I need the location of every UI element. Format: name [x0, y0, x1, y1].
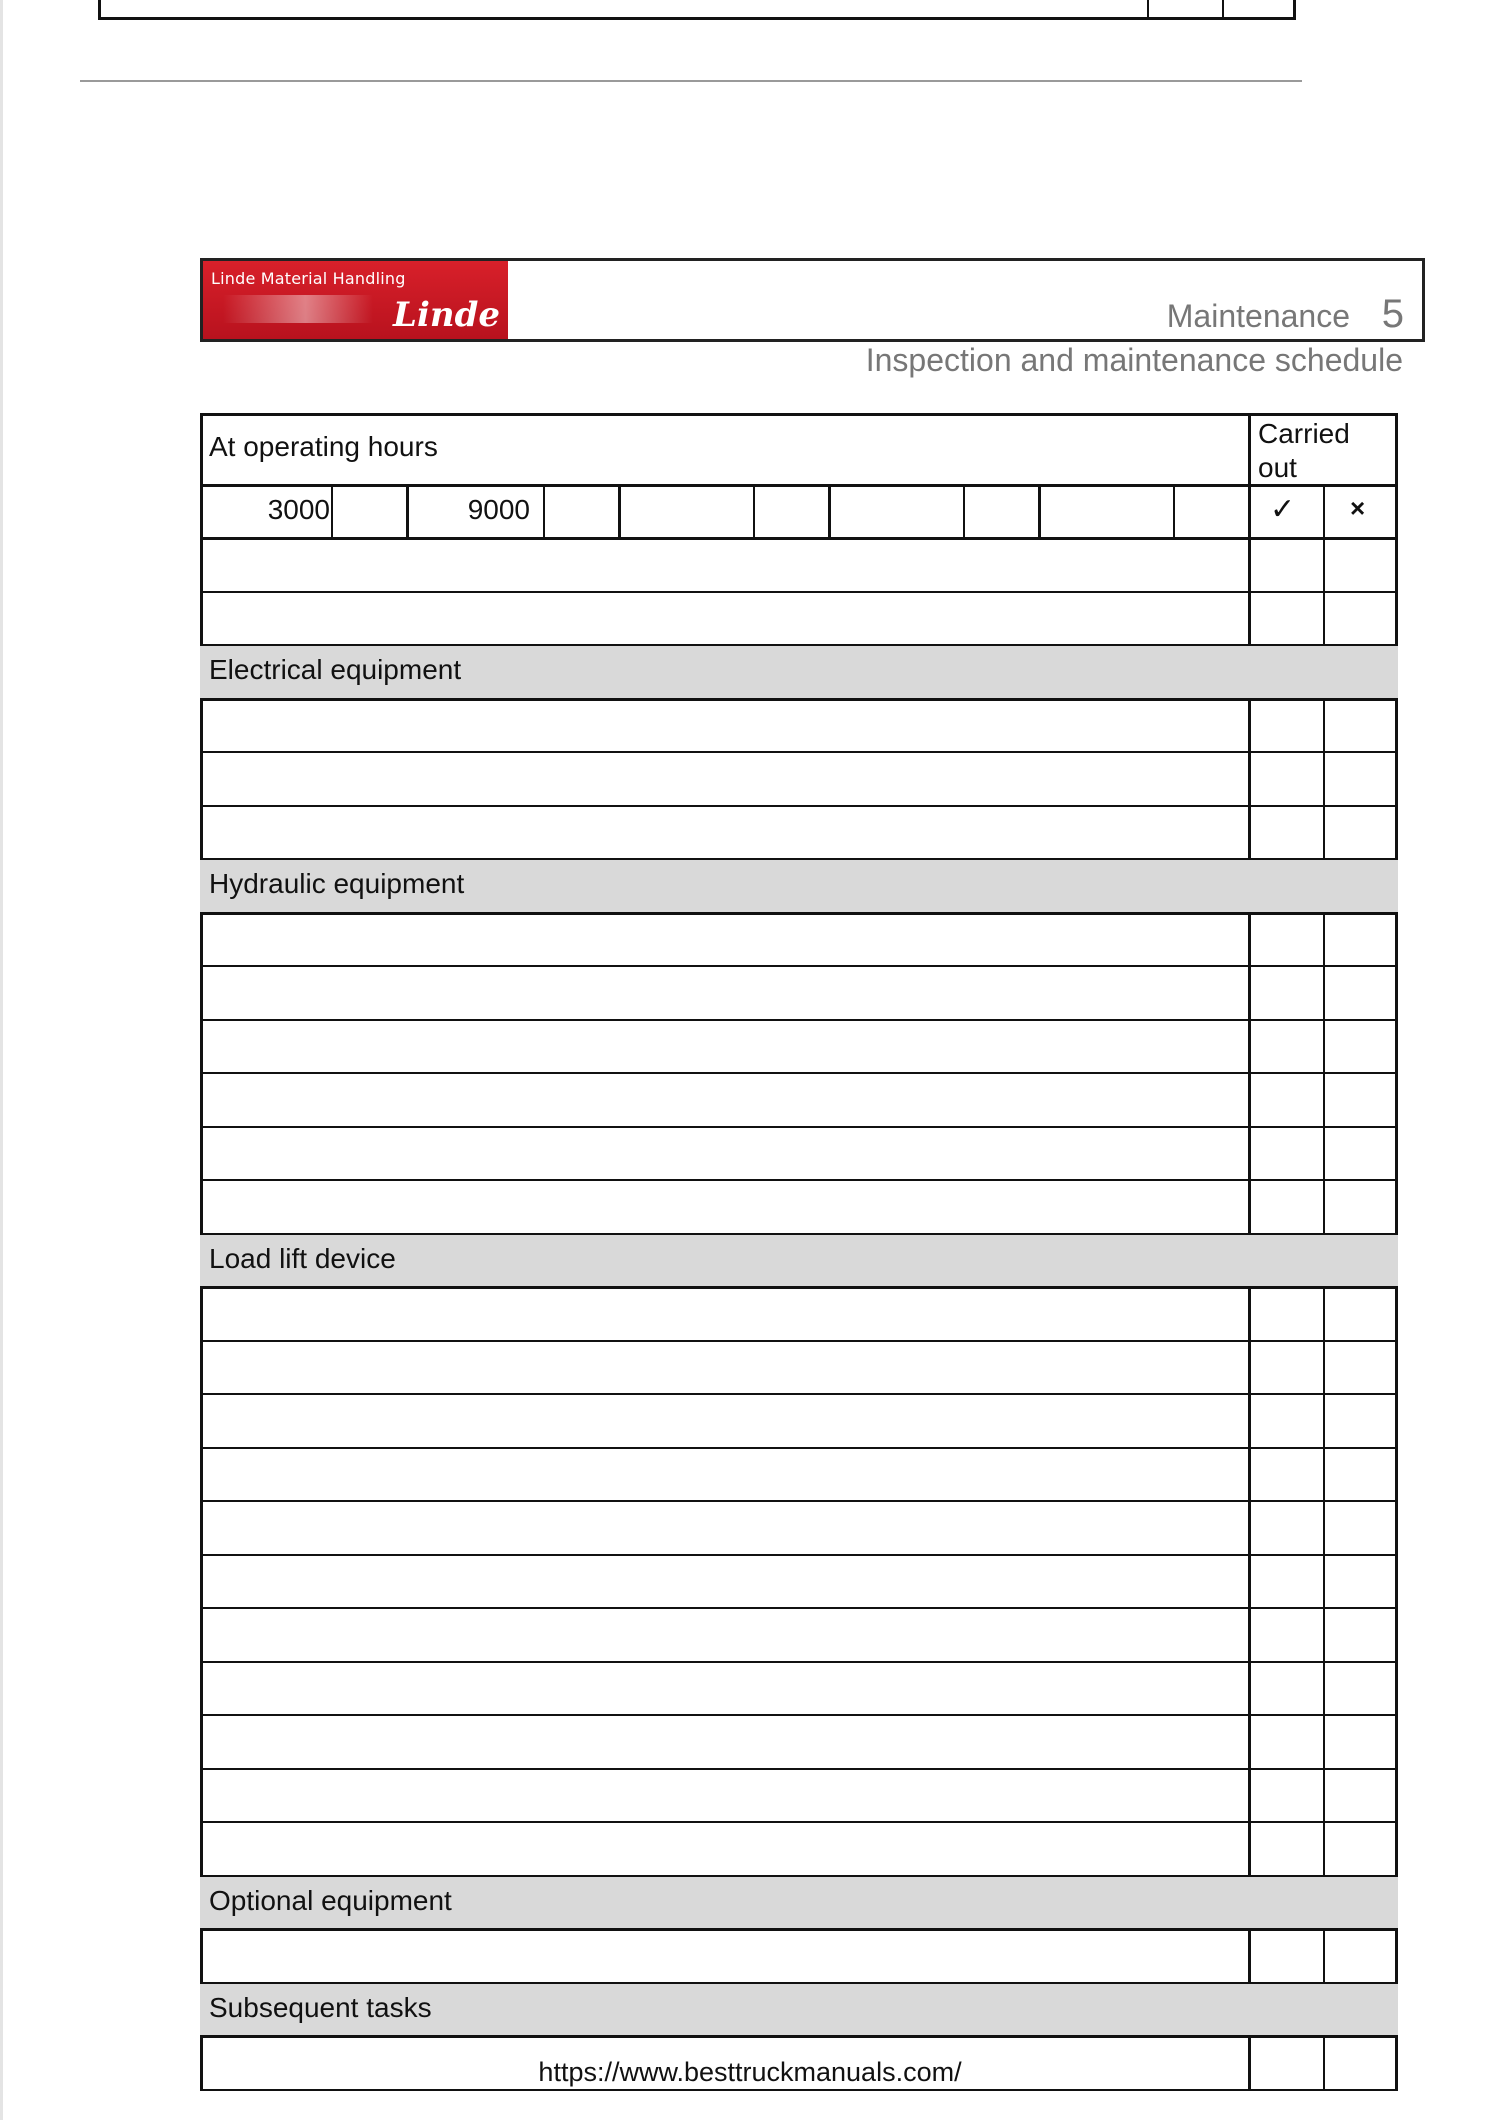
table-row-divider	[200, 858, 1398, 860]
table-row-divider	[200, 1072, 1398, 1074]
section-heading: Optional equipment	[209, 1884, 452, 1916]
page-divider	[80, 80, 1302, 82]
table-row-divider	[200, 537, 1398, 540]
table-row-divider	[200, 1821, 1398, 1823]
brand-logo-wordmark: Linde	[393, 295, 500, 335]
previous-page-table-remnant	[98, 0, 1296, 20]
hours-cell-divider	[828, 484, 831, 537]
source-url[interactable]: https://www.besttruckmanuals.com/	[538, 2057, 962, 2087]
table-row-divider	[200, 2089, 1398, 2091]
table-row-divider	[200, 1019, 1398, 1021]
table-row-divider	[200, 1875, 1398, 1877]
hours-cell-divider	[1038, 484, 1041, 537]
table-column-divider	[1222, 0, 1224, 17]
table-row-divider	[200, 1500, 1398, 1502]
table-row-divider	[200, 1126, 1398, 1128]
section-heading: Hydraulic equipment	[209, 868, 465, 899]
hours-cell-divider	[753, 484, 755, 537]
hours-cell-divider	[1173, 484, 1175, 537]
table-row-divider	[200, 1607, 1398, 1609]
table-row-divider	[200, 698, 1398, 701]
section-band	[200, 1233, 1398, 1287]
hours-value-3000: 3000	[267, 494, 330, 525]
section-band	[200, 644, 1398, 698]
table-row-divider	[200, 1928, 1398, 1931]
cross-icon: ×	[1350, 493, 1366, 523]
table-row-divider	[200, 1286, 1398, 1289]
section-heading: Electrical equipment	[209, 654, 462, 685]
hours-cell-divider	[331, 484, 333, 537]
maintenance-schedule-table	[200, 413, 1398, 2090]
table-border-top	[200, 413, 1398, 416]
page-header	[200, 258, 1425, 342]
table-row-divider	[200, 1340, 1398, 1342]
table-row-divider	[200, 1393, 1398, 1395]
section-band	[200, 858, 1398, 912]
section-heading: Subsequent tasks	[209, 1991, 432, 2023]
table-row-divider	[200, 2035, 1398, 2038]
linde-logo	[203, 261, 508, 339]
section-title: Maintenance	[1166, 298, 1350, 334]
hours-value-9000: 9000	[467, 494, 530, 525]
section-band	[200, 1982, 1398, 2036]
hours-cell-divider	[963, 484, 965, 537]
table-row-divider	[200, 1233, 1398, 1235]
page-edge	[0, 0, 3, 2120]
table-row-divider	[200, 1768, 1398, 1770]
section-band	[200, 1875, 1398, 1929]
table-row-divider	[200, 1714, 1398, 1716]
table-row-divider	[200, 912, 1398, 915]
table-column-divider	[1147, 0, 1149, 17]
table-row-divider	[200, 751, 1398, 753]
carried-out-label: Carried out	[1258, 418, 1350, 483]
table-row-divider	[200, 1661, 1398, 1663]
hours-cell-divider	[618, 484, 621, 537]
operating-hours-label: At operating hours	[209, 431, 438, 462]
table-row-divider	[200, 1982, 1398, 1984]
logo-gradient-mark	[223, 295, 373, 323]
table-row-divider	[200, 1447, 1398, 1449]
section-heading: Load lift device	[209, 1242, 396, 1274]
table-row-divider	[200, 644, 1398, 646]
table-row-divider	[200, 1554, 1398, 1556]
hours-cell-divider	[543, 484, 545, 537]
hours-cell-divider	[406, 484, 409, 537]
table-row-divider	[200, 591, 1398, 593]
checkmark-icon: ✓	[1270, 493, 1296, 526]
table-row-divider	[200, 484, 1398, 487]
brand-small-text: Linde Material Handling	[211, 269, 406, 288]
section-number: 5	[1381, 292, 1404, 336]
table-row-divider	[200, 965, 1398, 967]
page-subtitle: Inspection and maintenance schedule	[865, 342, 1403, 378]
table-row-divider	[200, 805, 1398, 807]
table-row-divider	[200, 1179, 1398, 1181]
